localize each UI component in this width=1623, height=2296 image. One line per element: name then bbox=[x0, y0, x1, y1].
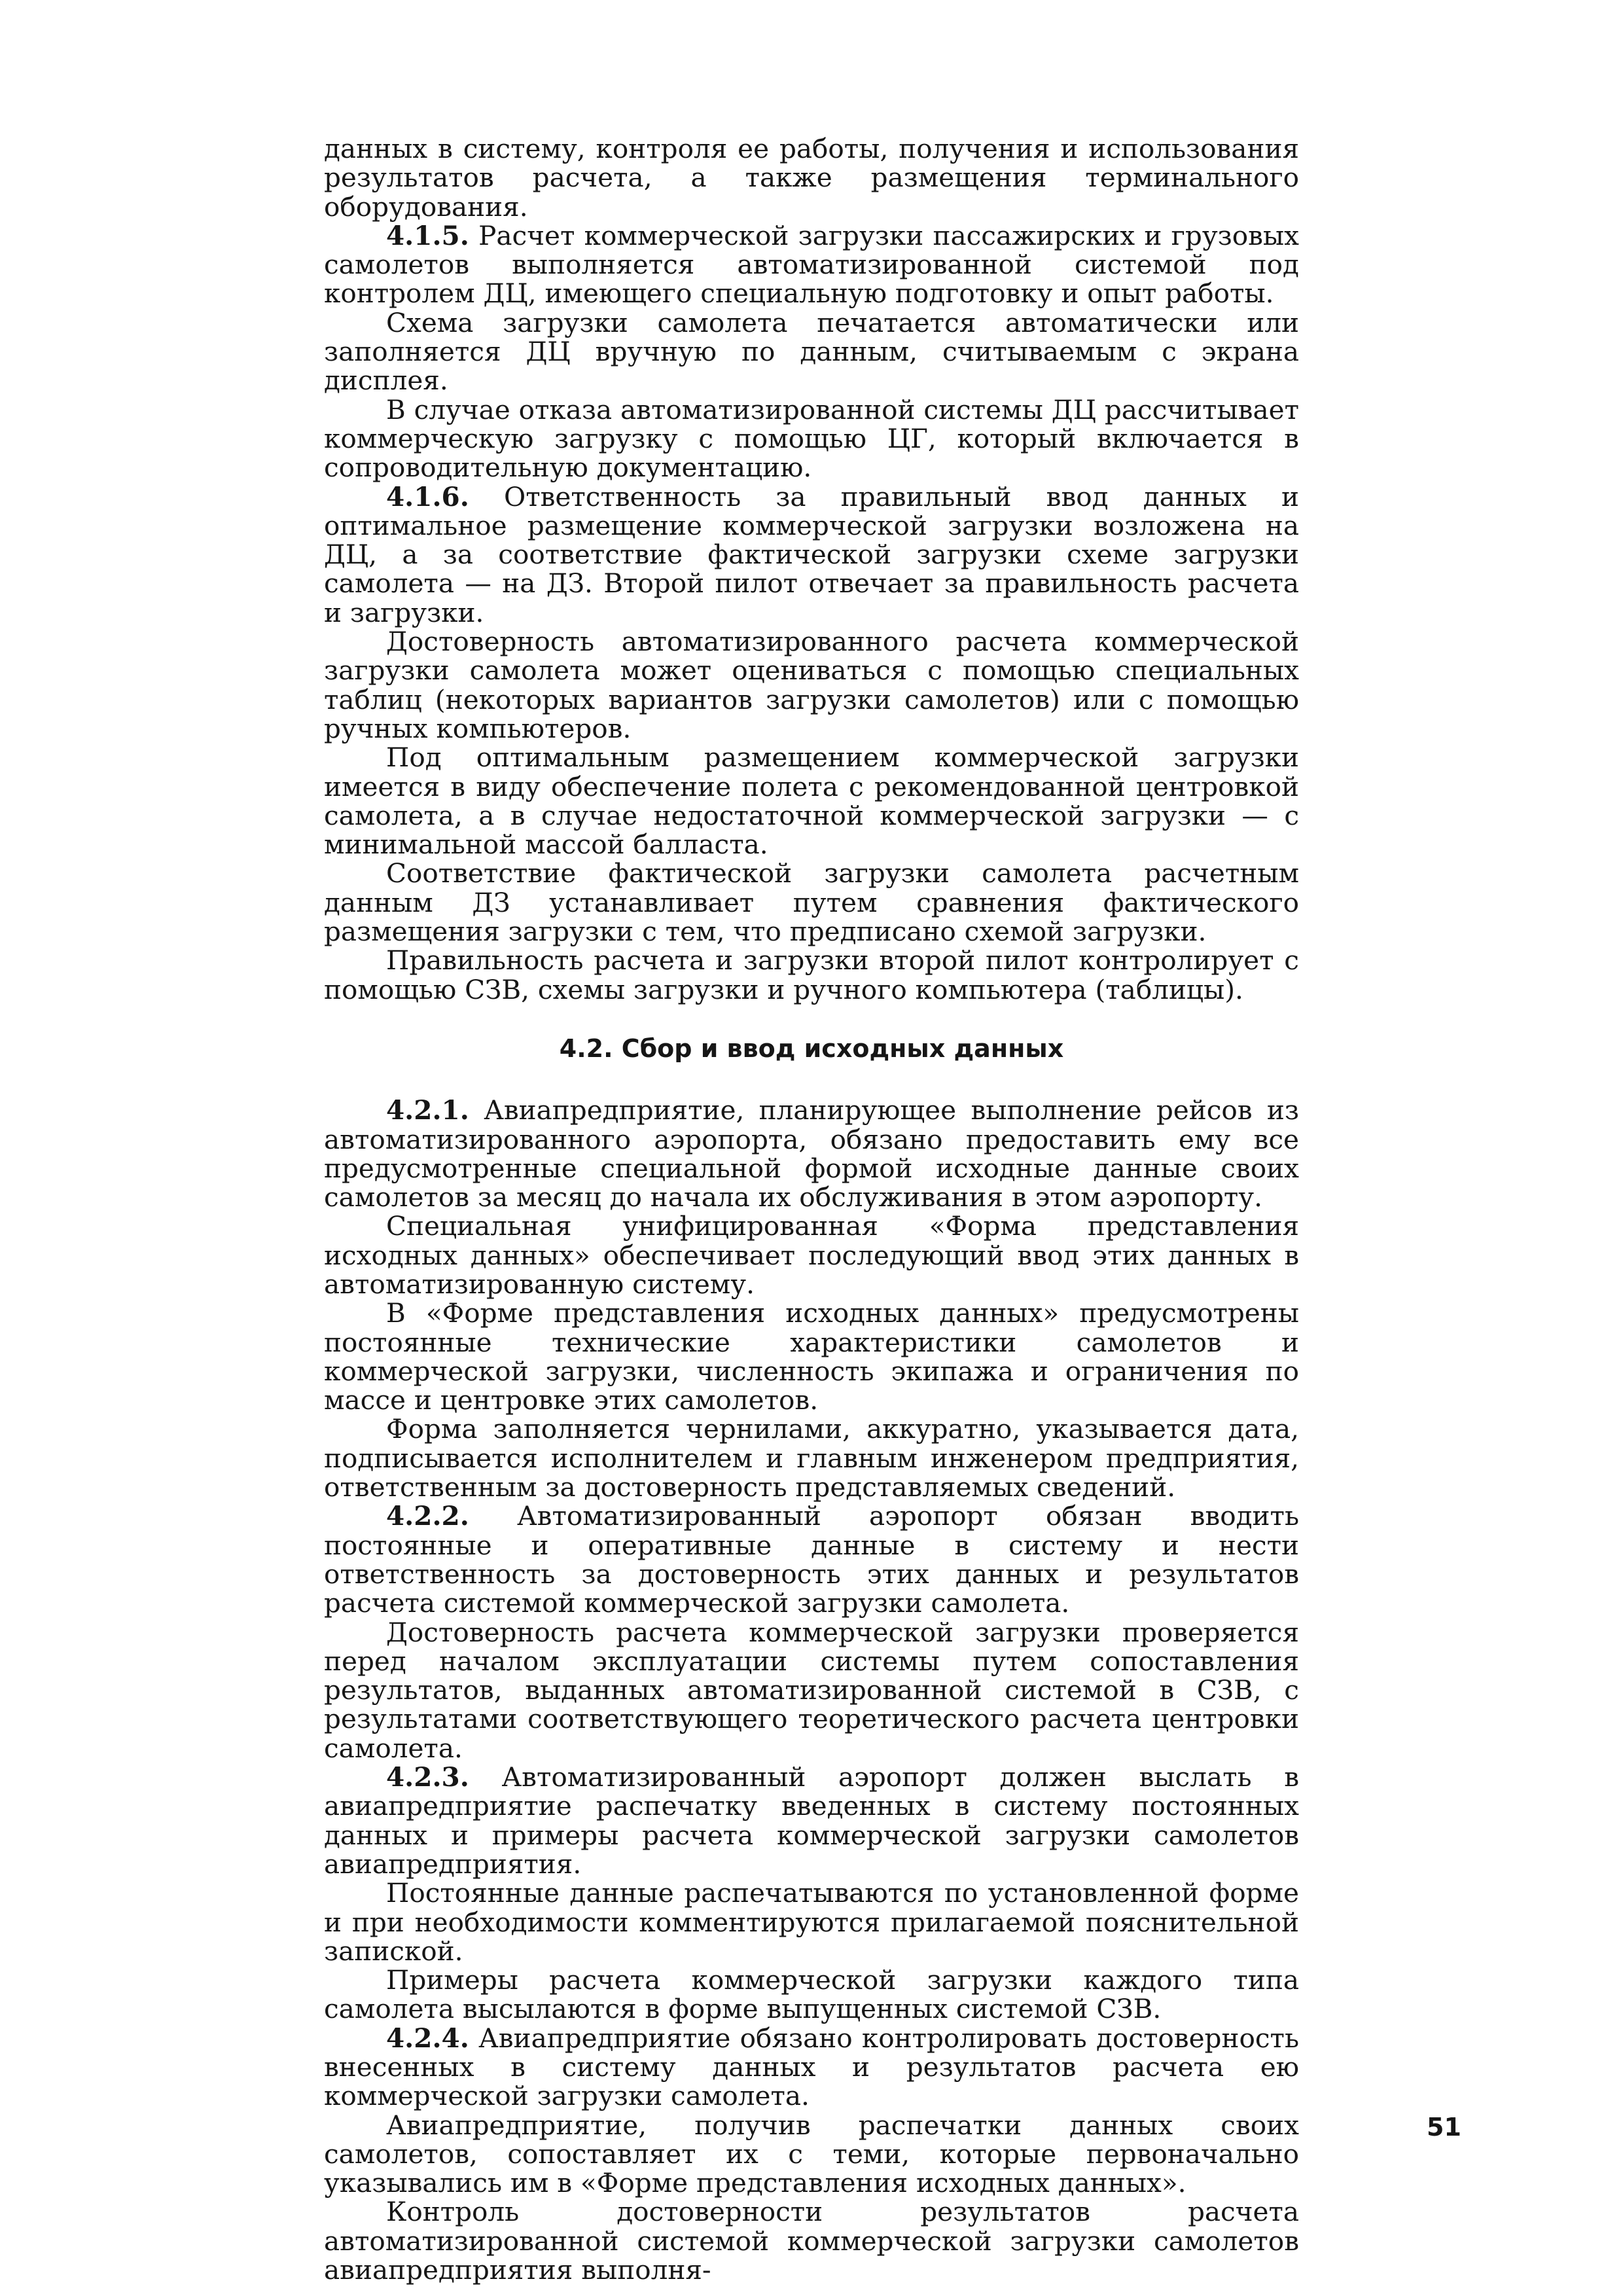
paragraph bbox=[324, 627, 1299, 743]
paragraph-text: Авиапредприятие, получив распечатки данных своих самолетов, сопоставляет их с теми, которые первоначально указывались им в «Форме представления исходных данных». bbox=[324, 2109, 1299, 2199]
paragraph bbox=[324, 1501, 1299, 1617]
paragraph bbox=[324, 482, 1299, 627]
paragraph-text: В «Форме представления исходных данных» предусмотрены постоянные технические характеристики самолетов и коммерческой загрузки, численность экипажа и ограничения по массе и центровке этих самолетов. bbox=[324, 1297, 1299, 1416]
paragraph-text: Ответственность за правильный ввод данных и оптимальное размещение коммерческой загрузки возложена на ДЦ, а за соответствие фактической загрузки схеме загрузки самолета — на ДЗ. Второй пилот отвечает за правильность расчета и загрузки. bbox=[324, 480, 1300, 628]
paragraph bbox=[324, 1763, 1299, 1878]
paragraph bbox=[324, 1618, 1299, 1763]
clause-number: 4.2.4. bbox=[386, 2022, 469, 2054]
paragraph-text: Автоматизированный аэропорт обязан вводить постоянные и оперативные данные в систему и нести ответственность за достоверность этих данных и результатов расчета системой коммерческой загрузки самолета. bbox=[324, 1500, 1299, 1619]
paragraph bbox=[324, 946, 1299, 1004]
clause-number: 4.1.5. bbox=[386, 219, 469, 251]
paragraph-text: Примеры расчета коммерческой загрузки каждого типа самолета высылаются в форме выпущенных системой СЗВ. bbox=[324, 1964, 1299, 2025]
document-page bbox=[324, 134, 1299, 2284]
paragraph-text: Специальная унифицированная «Форма представления исходных данных» обеспечивает последующий ввод этих данных в автоматизированную систему. bbox=[324, 1210, 1299, 1300]
paragraph-text: Достоверность расчета коммерческой загрузки проверяется перед началом эксплуатации системы путем сопоставления результатов, выданных автоматизированной системой в СЗВ, с результатами соответствующего теоретического расчета центровки самолета. bbox=[324, 1616, 1299, 1764]
paragraph-text: Авиапредприятие, планирующее выполнение рейсов из автоматизированного аэропорта, обязано предоставить ему все предусмотренные специальной формой исходные данные своих самолетов за месяц до начала их обслуживания в этом аэропорту. bbox=[324, 1094, 1300, 1213]
paragraph-text: Правильность расчета и загрузки второй пилот контролирует с помощью СЗВ, схемы загрузки и ручного компьютера (таблицы). bbox=[324, 944, 1299, 1005]
paragraph bbox=[324, 2197, 1299, 2284]
paragraph-text: Авиапредприятие обязано контролировать достоверность внесенных в систему данных и результатов расчета ею коммерческой загрузки самолета. bbox=[324, 2022, 1299, 2112]
paragraph bbox=[324, 308, 1299, 395]
section-4-2-body bbox=[324, 1096, 1299, 2284]
paragraph-text: Контроль достоверности результатов расчета автоматизированной системой коммерческой загрузки самолетов авиапредприятия выполня- bbox=[324, 2196, 1299, 2286]
paragraph bbox=[324, 1096, 1299, 1211]
paragraph-text: Форма заполняется чернилами, аккуратно, указывается дата, подписывается исполнителем и главным инженером предприятия, ответственным за достоверность представляемых сведений. bbox=[324, 1413, 1299, 1503]
clause-number: 4.2.2. bbox=[386, 1500, 469, 1532]
paragraph bbox=[324, 2111, 1299, 2198]
paragraph-text: Достоверность автоматизированного расчета коммерческой загрузки самолета может оцениваться с помощью специальных таблиц (некоторых вариантов загрузки самолетов) или с помощью ручных компьютеров. bbox=[324, 626, 1299, 744]
paragraph-text: Расчет коммерческой загрузки пассажирских и грузовых самолетов выполняется автоматизированной системой под контролем ДЦ, имеющего специальную подготовку и опыт работы. bbox=[324, 219, 1299, 310]
paragraph bbox=[324, 221, 1299, 308]
clause-number: 4.1.6. bbox=[386, 480, 469, 512]
paragraph-text: Постоянные данные распечатываются по установленной форме и при необходимости комментируются прилагаемой пояснительной запиской. bbox=[324, 1877, 1299, 1967]
paragraph bbox=[324, 1878, 1299, 1965]
paragraph bbox=[324, 1965, 1299, 2024]
paragraph-text: Соответствие фактической загрузки самолета расчетным данным ДЗ устанавливает путем сравнения фактического размещения загрузки с тем, что предписано схемой загрузки. bbox=[324, 857, 1299, 948]
page-number: 51 bbox=[1427, 2113, 1461, 2142]
clause-number: 4.2.1. bbox=[386, 1094, 469, 1126]
paragraph bbox=[324, 1414, 1299, 1501]
paragraph bbox=[324, 859, 1299, 946]
paragraph bbox=[324, 1299, 1299, 1414]
paragraph-text: В случае отказа автоматизированной системы ДЦ рассчитывает коммерческую загрузку с помощью ЦГ, который включается в сопроводительную документацию. bbox=[324, 393, 1299, 484]
paragraph bbox=[324, 2024, 1299, 2111]
section-4-1-continuation bbox=[324, 134, 1299, 1004]
paragraph bbox=[324, 743, 1299, 859]
clause-number: 4.2.3. bbox=[386, 1761, 469, 1793]
paragraph-text: Под оптимальным размещением коммерческой загрузки имеется в виду обеспечение полета с рекомендованной центровкой самолета, а в случае недостаточной коммерческой загрузки — с минимальной массой балласта. bbox=[324, 742, 1299, 861]
section-heading-4-2: 4.2. Сбор и ввод исходных данных bbox=[559, 1033, 1064, 1063]
paragraph bbox=[324, 134, 1299, 221]
paragraph-text: данных в систему, контроля ее работы, получения и использования результатов расчета, а также размещения терминального оборудования. bbox=[324, 133, 1299, 223]
paragraph bbox=[324, 395, 1299, 482]
paragraph-text: Схема загрузки самолета печатается автоматически или заполняется ДЦ вручную по данным, считываемым с экрана дисплея. bbox=[324, 306, 1299, 397]
paragraph-text: Автоматизированный аэропорт должен выслать в авиапредприятие распечатку введенных в систему постоянных данных и примеры расчета коммерческой загрузки самолетов авиапредприятия. bbox=[324, 1761, 1300, 1880]
paragraph bbox=[324, 1211, 1299, 1299]
